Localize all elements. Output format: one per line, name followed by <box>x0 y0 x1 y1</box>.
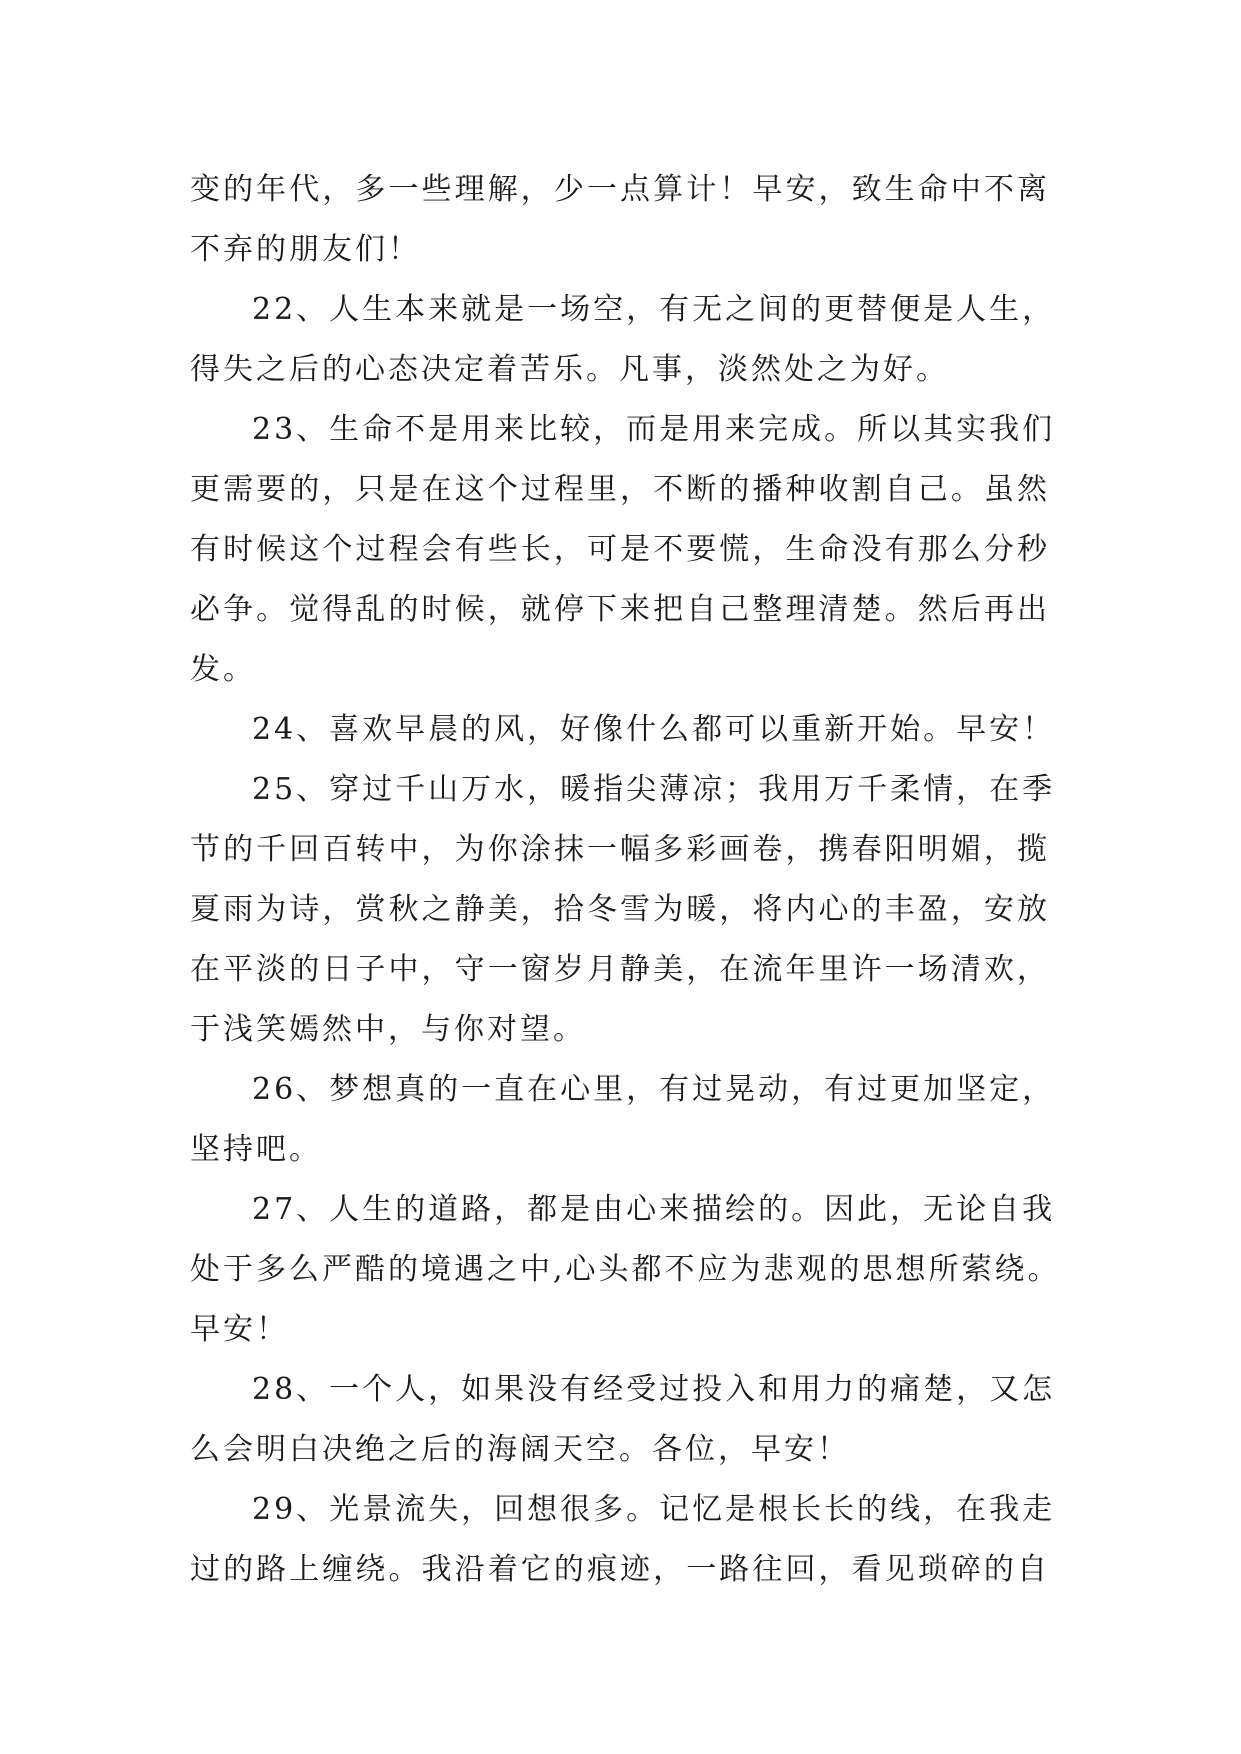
text-line: 过的路上缠绕。我沿着它的痕迹，一路往回，看见琐碎的自 <box>190 1552 1050 1587</box>
text-line: 25、穿过千山万水，暖指尖薄凉；我用万千柔情，在季 <box>252 772 1056 807</box>
text-line: 24、喜欢早晨的风，好像什么都可以重新开始。早安！ <box>252 712 1056 747</box>
text-line: 23、生命不是用来比较，而是用来完成。所以其实我们 <box>252 412 1056 447</box>
text-line: 发。 <box>190 652 256 687</box>
paragraph-28 <box>190 1360 1056 1480</box>
document-body <box>190 160 1061 1600</box>
text-line: 更需要的，只是在这个过程里，不断的播种收割自己。虽然 <box>190 472 1050 507</box>
text-line: 29、光景流失，回想很多。记忆是根长长的线，在我走 <box>252 1492 1056 1527</box>
text-line: 不弃的朋友们！ <box>190 232 421 267</box>
text-line: 26、梦想真的一直在心里，有过晃动，有过更加坚定， <box>252 1072 1056 1107</box>
text-line: 得失之后的心态决定着苦乐。凡事，淡然处之为好。 <box>190 352 949 387</box>
text-line: 于浅笑嫣然中，与你对望。 <box>190 1012 586 1047</box>
paragraph-27 <box>190 1180 1061 1360</box>
text-line: 有时候这个过程会有些长，可是不要慌，生命没有那么分秒 <box>190 532 1050 567</box>
text-line: 早安！ <box>190 1312 289 1347</box>
paragraph-24 <box>190 700 1056 760</box>
paragraph-continuation <box>190 160 1050 280</box>
paragraph-22 <box>190 280 1056 400</box>
text-line: 坚持吧。 <box>190 1132 322 1167</box>
text-line: 必争。觉得乱的时候，就停下来把自己整理清楚。然后再出 <box>190 592 1050 627</box>
text-line: 在平淡的日子中，守一窗岁月静美，在流年里许一场清欢， <box>190 952 1050 987</box>
text-line: 么会明白决绝之后的海阔天空。各位，早安！ <box>190 1432 850 1467</box>
paragraph-25 <box>190 760 1056 1060</box>
paragraph-26 <box>190 1060 1056 1180</box>
text-line: 28、一个人，如果没有经受过投入和用力的痛楚，又怎 <box>252 1372 1056 1407</box>
text-line: 22、人生本来就是一场空，有无之间的更替便是人生， <box>252 292 1056 327</box>
text-line: 变的年代，多一些理解，少一点算计！早安，致生命中不离 <box>190 172 1050 207</box>
text-line: 处于多么严酷的境遇之中,心头都不应为悲观的思想所萦绕。 <box>190 1252 1061 1287</box>
paragraph-29 <box>190 1480 1056 1600</box>
text-line: 27、人生的道路，都是由心来描绘的。因此，无论自我 <box>252 1192 1056 1227</box>
paragraph-23 <box>190 400 1056 700</box>
text-line: 夏雨为诗，赏秋之静美，拾冬雪为暖，将内心的丰盈，安放 <box>190 892 1050 927</box>
text-line: 节的千回百转中，为你涂抹一幅多彩画卷，携春阳明媚，揽 <box>190 832 1050 867</box>
